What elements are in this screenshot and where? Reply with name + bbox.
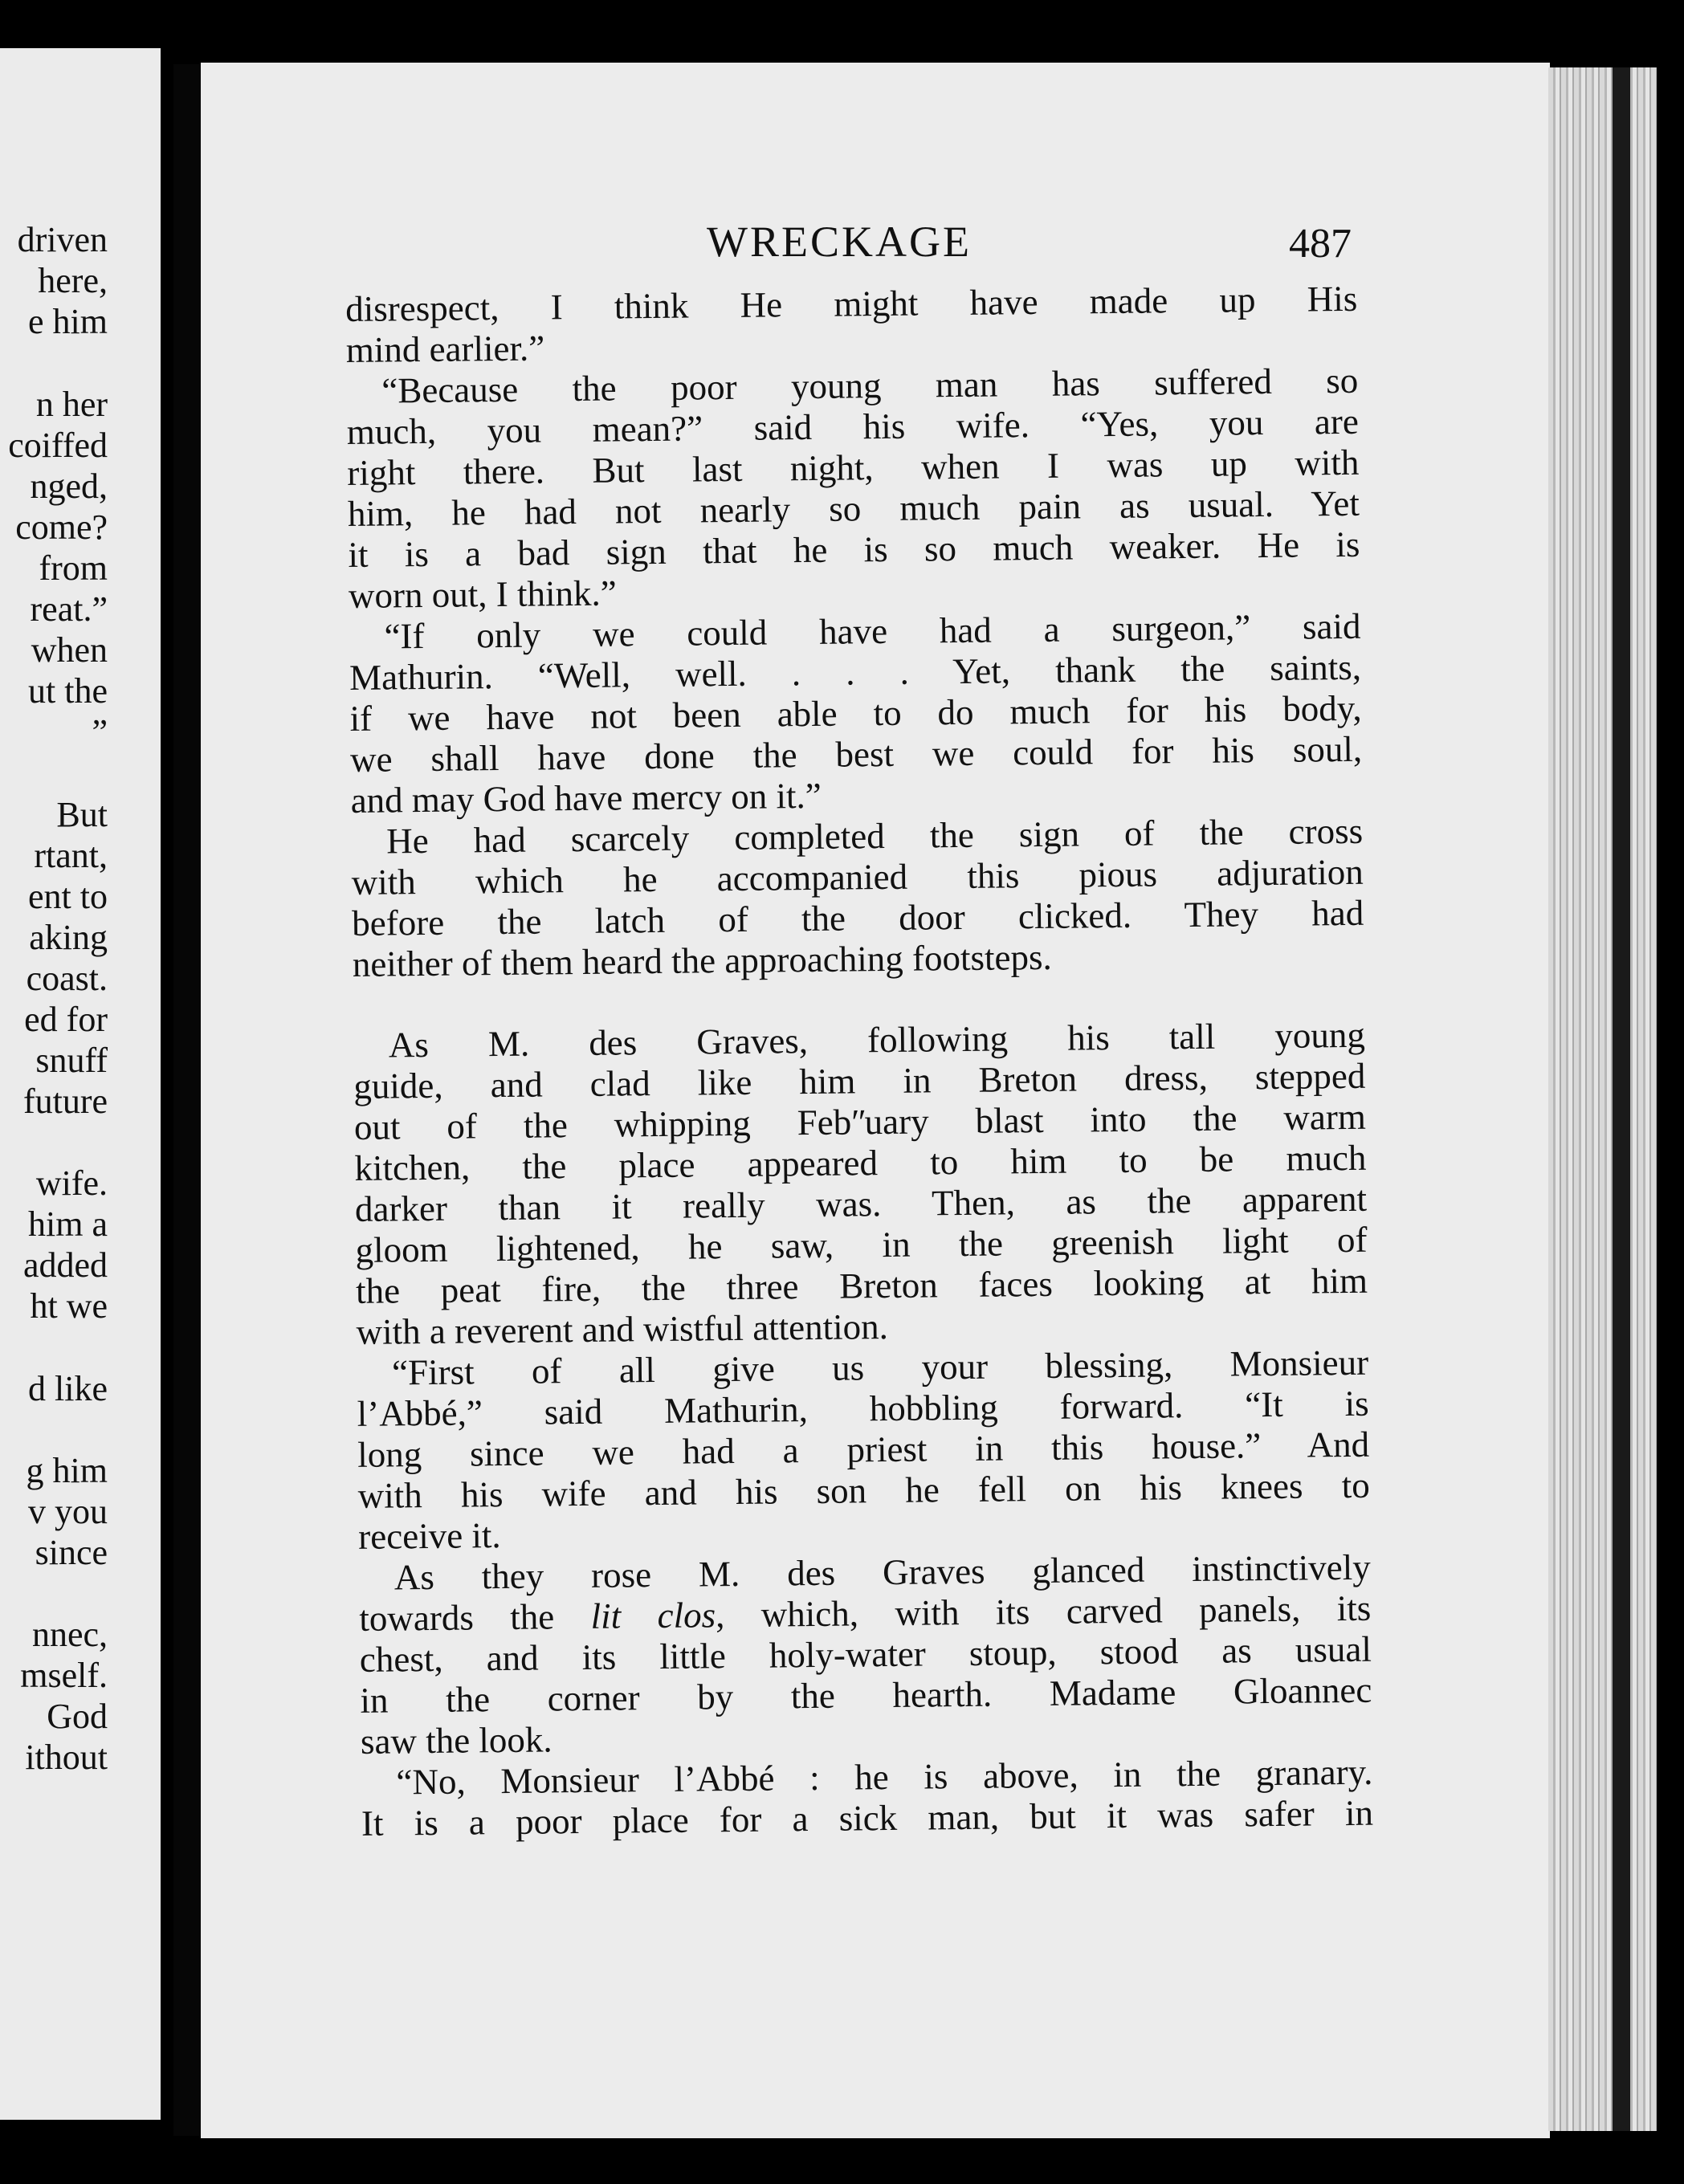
- text-line: gloom lightened, he saw, in the greenish light of: [355, 1219, 1368, 1270]
- facing-page-fragment: v you: [28, 1492, 108, 1531]
- facing-page-fragment: aking: [29, 918, 108, 957]
- text-line: in the corner by the hearth. Madame Gloannec: [360, 1669, 1372, 1721]
- page-body: [345, 279, 1373, 1844]
- text-line: long since we had a priest in this house.” And: [357, 1424, 1370, 1475]
- text-line: mind earlier.”: [345, 328, 545, 370]
- text-line: worn out, I think.”: [348, 572, 617, 616]
- facing-page-fragment: g him: [26, 1451, 108, 1490]
- facing-page-fragment: But: [56, 795, 108, 834]
- text-line: with his wife and his son he fell on his knees to: [357, 1465, 1370, 1516]
- text-line: the peat fire, the three Breton faces looking at him: [355, 1260, 1368, 1311]
- text-line: and may God have mercy on it.”: [350, 775, 822, 821]
- paragraph: [359, 1547, 1373, 1762]
- facing-page-fragment: when: [31, 630, 108, 670]
- text-run: , which, with its carved panels, its: [715, 1587, 1372, 1636]
- text-line: if we have not been able to do much for his body,: [349, 687, 1362, 739]
- paragraph: [345, 279, 1358, 371]
- facing-page-fragment: ithout: [25, 1738, 108, 1777]
- text-line: guide, and clad like him in Breton dress, stepped: [353, 1055, 1366, 1106]
- text-line: kitchen, the place appeared to him to be much: [354, 1137, 1367, 1188]
- facing-page-fragment: nged,: [30, 467, 108, 506]
- text-line: out of the whipping Febʺuary blast into the warm: [353, 1096, 1367, 1147]
- text-line: As they rose M. des Graves glanced instinctively: [393, 1546, 1371, 1598]
- facing-page-fragment: added: [22, 1245, 108, 1285]
- text-line: with which he accompanied this pious adjuration: [351, 851, 1364, 903]
- text-line: “Because the poor young man has suffered so: [381, 360, 1359, 411]
- text-line: neither of them heard the approaching footsteps.: [352, 936, 1052, 984]
- facing-page-fragment: wife.: [35, 1163, 108, 1203]
- italic-term: lit clos: [590, 1595, 716, 1636]
- text-line: receive it.: [358, 1515, 501, 1557]
- text-line: him, he had not nearly so much pain as usual. Yet: [347, 483, 1360, 534]
- facing-page: [0, 48, 161, 2120]
- text-line: Mathurin. “Well, well. . . . Yet, thank the saints,: [349, 646, 1362, 698]
- facing-page-fragment: ht we: [30, 1286, 108, 1326]
- facing-page-fragment: since: [35, 1533, 108, 1572]
- facing-page-fragment: ed for: [24, 1000, 108, 1039]
- paragraph: [351, 811, 1364, 985]
- facing-page-fragment: here,: [38, 261, 108, 300]
- facing-page-fragment: snuff: [35, 1041, 108, 1080]
- facing-page-fragment: mself.: [20, 1656, 108, 1695]
- text-line: chest, and its little holy-water stoup, stood as usual: [359, 1628, 1372, 1680]
- paragraph: [353, 1015, 1368, 1353]
- facing-page-fragment: rtant,: [34, 836, 108, 875]
- text-line: disrespect, I think He might have made up His: [345, 278, 1358, 329]
- facing-page-fragment: reat.”: [30, 589, 108, 629]
- book-gutter: [173, 64, 201, 2136]
- running-header: WRECKAGE: [707, 218, 972, 266]
- text-line: right there. But last night, when I was up with: [347, 442, 1360, 493]
- text-line: He had scarcely completed the sign of the cross: [385, 810, 1364, 862]
- paragraph: [346, 361, 1360, 617]
- text-line: As M. des Graves, following his tall young: [388, 1014, 1366, 1066]
- text-line: it is a bad sign that he is so much weaker. He is: [348, 524, 1360, 575]
- paragraph: [357, 1343, 1371, 1558]
- text-line: l’Abbé,” said Mathurin, hobbling forward. “It is: [357, 1383, 1369, 1434]
- page-number: 487: [1289, 221, 1352, 267]
- text-line: “No, Monsieur l’Abbé : he is above, in the granary.: [396, 1751, 1373, 1803]
- facing-page-fragment: God: [47, 1697, 108, 1736]
- text-line: It is a poor place for a sick man, but it was safer in: [361, 1792, 1374, 1844]
- book-page: [201, 63, 1550, 2138]
- page-edges: [1548, 67, 1657, 2131]
- facing-page-fragment: future: [22, 1082, 108, 1121]
- facing-page-fragment: ut the: [28, 671, 108, 711]
- facing-page-fragment: coast.: [26, 959, 108, 998]
- text-line: much, you mean?” said his wife. “Yes, you are: [346, 401, 1360, 452]
- text-run: towards the: [359, 1595, 591, 1639]
- paragraph: [349, 606, 1363, 821]
- facing-page-fragment: e him: [28, 302, 108, 341]
- text-line: before the latch of the door clicked. They had: [352, 892, 1364, 943]
- facing-page-fragment: him a: [28, 1204, 108, 1244]
- facing-page-fragment: come?: [15, 507, 108, 547]
- facing-page-fragment: ”: [92, 712, 108, 752]
- text-line: “First of all give us your blessing, Monsieur: [391, 1342, 1369, 1393]
- facing-page-fragment: ent to: [28, 877, 108, 916]
- text-line: we shall have done the best we could for his soul,: [349, 728, 1363, 780]
- facing-page-fragment: d like: [28, 1369, 108, 1408]
- text-line: darker than it really was. Then, as the apparent: [354, 1178, 1368, 1229]
- facing-page-fragment: n her: [35, 385, 108, 424]
- text-line: with a reverent and wistful attention.: [356, 1306, 889, 1352]
- paragraph: [361, 1752, 1373, 1844]
- text-line: saw the look.: [360, 1719, 552, 1762]
- facing-page-fragment: from: [39, 548, 108, 588]
- text-line: “If only we could have had a surgeon,” said: [384, 605, 1361, 657]
- facing-page-fragment: coiffed: [8, 426, 108, 465]
- facing-page-fragment: nnec,: [31, 1615, 108, 1654]
- facing-page-fragment: driven: [17, 220, 108, 259]
- edge-shadow: [1613, 67, 1630, 2131]
